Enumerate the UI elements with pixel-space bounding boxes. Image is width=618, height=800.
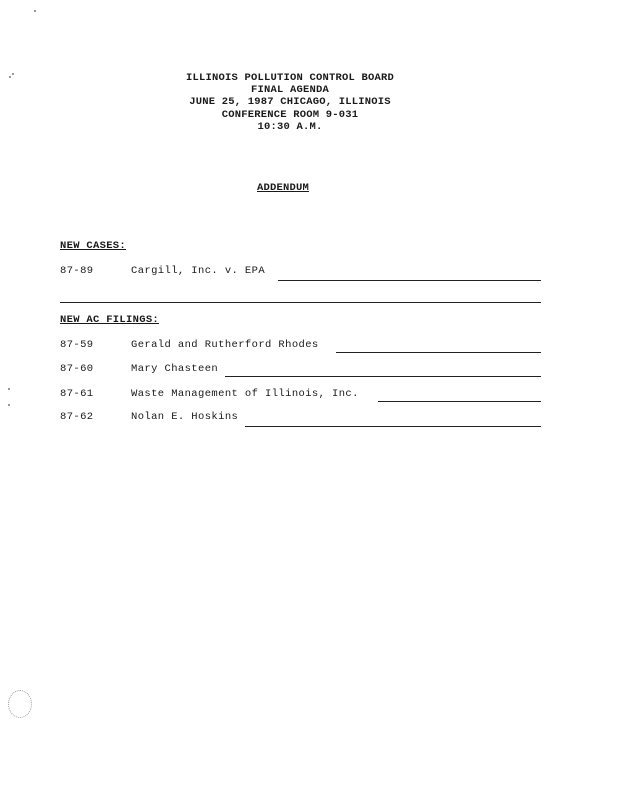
punch-hole-mark bbox=[8, 690, 32, 718]
filing-title: Waste Management of Illinois, Inc. bbox=[131, 388, 359, 400]
filing-number: 87-62 bbox=[60, 411, 94, 423]
filing-rule bbox=[225, 376, 541, 377]
case-title: Cargill, Inc. v. EPA bbox=[131, 265, 266, 277]
filing-title: Nolan E. Hoskins bbox=[131, 411, 239, 423]
case-rule bbox=[278, 280, 541, 281]
case-rule-continuation bbox=[60, 302, 541, 303]
filing-number: 87-61 bbox=[60, 388, 94, 400]
case-number: 87-89 bbox=[60, 265, 94, 277]
header-date-location: JUNE 25, 1987 CHICAGO, ILLINOIS bbox=[189, 96, 391, 109]
filing-number: 87-60 bbox=[60, 363, 94, 375]
filing-title: Mary Chasteen bbox=[131, 363, 219, 375]
scan-speck bbox=[12, 73, 14, 75]
scan-speck bbox=[8, 388, 10, 390]
filing-rule bbox=[245, 426, 541, 427]
addendum-title: ADDENDUM bbox=[257, 182, 310, 194]
scan-speck bbox=[8, 404, 10, 406]
document-header bbox=[150, 72, 430, 133]
scan-speck bbox=[34, 10, 36, 12]
header-time: 10:30 A.M. bbox=[257, 120, 323, 133]
filing-row bbox=[60, 339, 542, 353]
header-agenda-type: FINAL AGENDA bbox=[250, 84, 329, 97]
header-room: CONFERENCE ROOM 9-031 bbox=[221, 108, 359, 121]
filing-row bbox=[60, 388, 542, 402]
case-row bbox=[60, 265, 542, 279]
filing-rule bbox=[378, 401, 541, 402]
filing-row bbox=[60, 411, 542, 425]
new-ac-filings-heading: NEW AC FILINGS: bbox=[60, 314, 160, 326]
filing-row bbox=[60, 363, 542, 377]
filing-rule bbox=[336, 352, 541, 353]
new-cases-heading: NEW CASES: bbox=[60, 240, 127, 252]
filing-title: Gerald and Rutherford Rhodes bbox=[131, 339, 319, 351]
filing-number: 87-59 bbox=[60, 339, 94, 351]
scan-speck bbox=[9, 76, 11, 78]
header-board-name: ILLINOIS POLLUTION CONTROL BOARD bbox=[185, 72, 395, 84]
